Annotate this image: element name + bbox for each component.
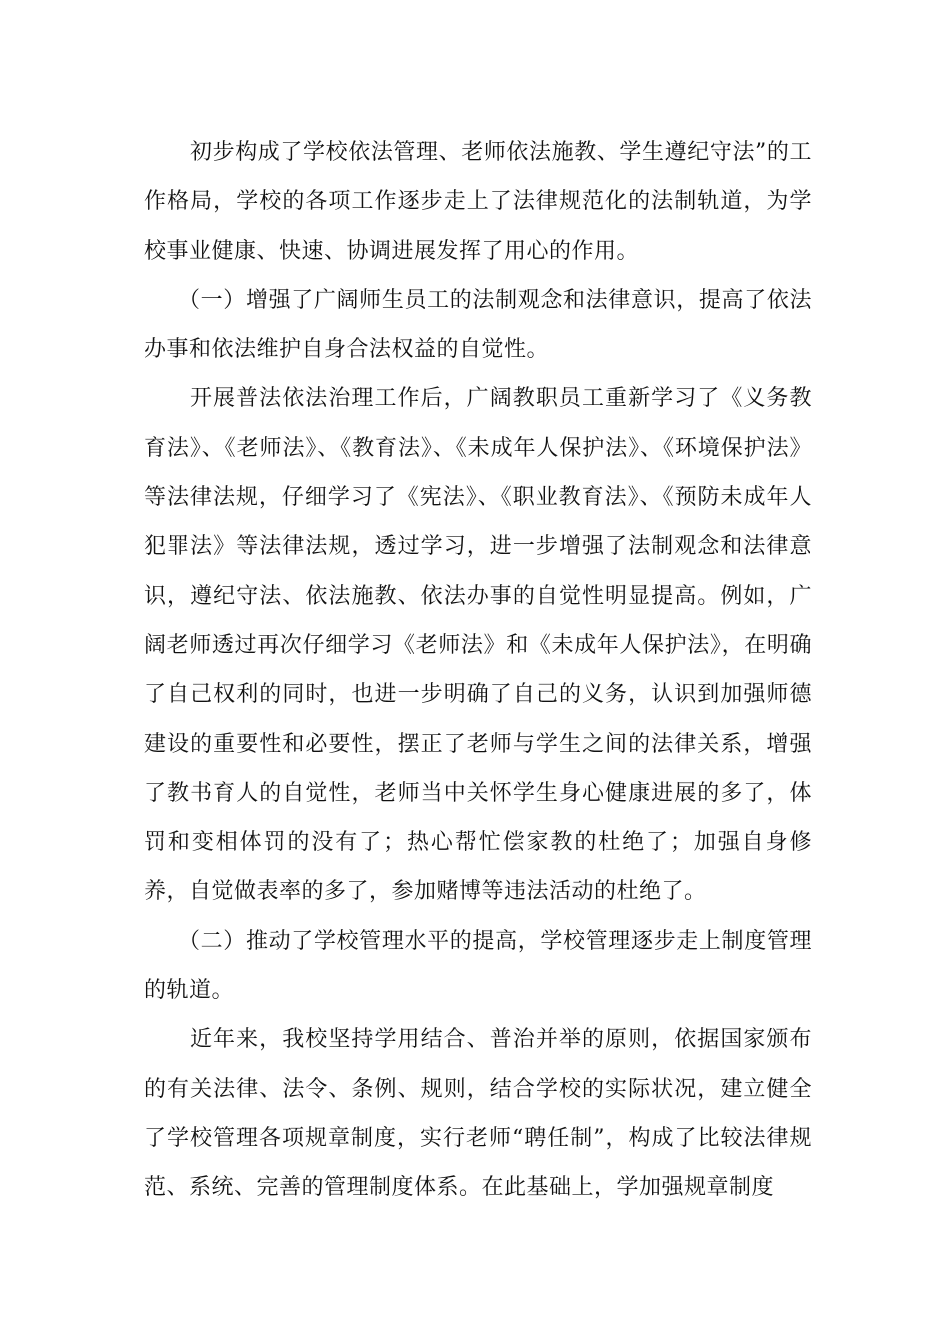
section-heading-1: （一）增强了广阔师生员工的法制观念和法律意识，提高了依法办事和依法维护自身合法权益的自觉性。 <box>144 287 812 363</box>
section-heading-2: （二）推动了学校管理水平的提高，学校管理逐步走上制度管理的轨道。 <box>144 928 812 1004</box>
paragraph-section-1: 开展普法依法治理工作后，广阔教职员工重新学习了《义务教育法》、《老师法》、《教育法》、《未成年人保护法》、《环境保护法》等法律法规，仔细学习了《宪法》、《职业教育法》、《预防未成年人犯罪法》等法律法规，透过学习，进一步增强了法制观念和法律意识，遵纪守法、依法施教、依法办事的自觉性明显提高。例如，广阔老师透过再次仔细学习《老师法》和《未成年人保护法》，在明确了自己权利的同时，也进一步明确了自己的义务，认识到加强师德建设的重要性和必要性，摆正了老师与学生之间的法律关系，增强了教书育人的自觉性，老师当中关怀学生身心健康进展的多了，体罚和变相体罚的没有了；热心帮忙偿家教的杜绝了；加强自身修养，自觉做表率的多了，参加赌博等违法活动的杜绝了。 <box>144 386 812 905</box>
document-body <box>144 128 812 1213</box>
paragraph-section-2: 近年来，我校坚持学用结合、普治并举的原则，依据国家颁布的有关法律、法令、条例、规则，结合学校的实际状况，建立健全了学校管理各项规章制度，实行老师“聘任制”，构成了比较法律规范、系统、完善的管理制度体系。在此基础上，学加强规章制度 <box>144 1027 812 1201</box>
paragraph-intro: 初步构成了学校依法管理、老师依法施教、学生遵纪守法”的工作格局，学校的各项工作逐步走上了法律规范化的法制轨道，为学校事业健康、快速、协调进展发挥了用心的作用。 <box>144 140 812 264</box>
